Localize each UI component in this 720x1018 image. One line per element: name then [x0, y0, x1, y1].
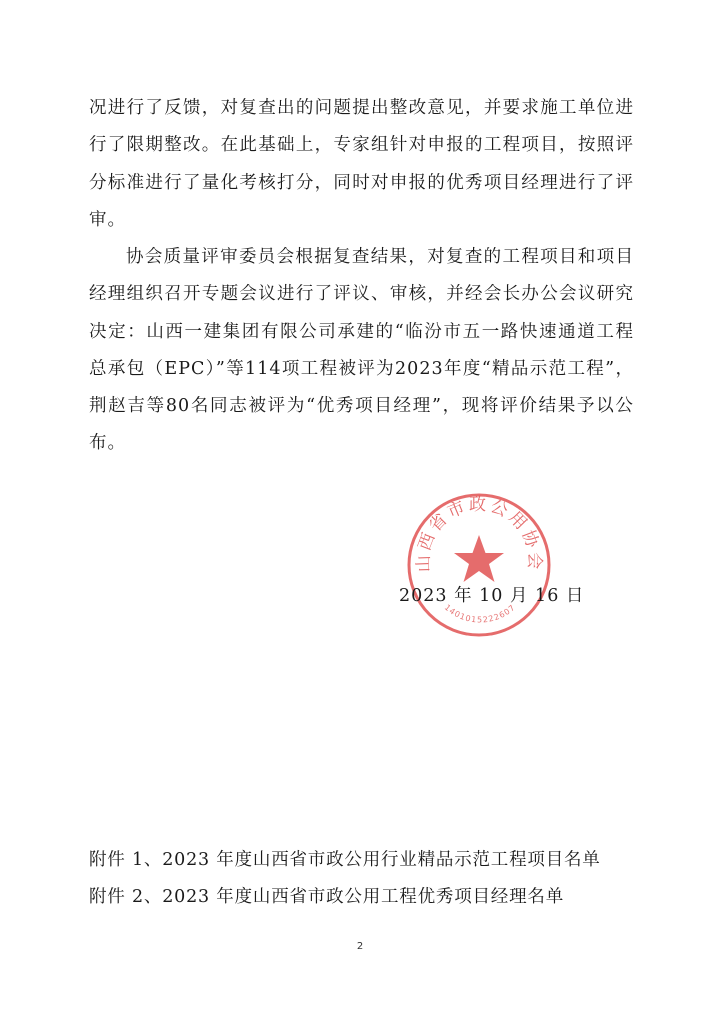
attachment-2: 附件 2、2023 年度山西省市政公用工程优秀项目经理名单	[89, 887, 564, 907]
attachment-1: 附件 1、2023 年度山西省市政公用行业精品示范工程项目名单	[89, 850, 601, 870]
seal-code: 1401015222607	[442, 602, 518, 625]
official-seal-stamp	[404, 490, 554, 640]
seal-text: 山西省市政公用协会	[413, 495, 545, 573]
seal-star-icon	[454, 535, 504, 582]
body-paragraph-2: 协会质量评审委员会根据复查结果，对复查的工程项目和项目经理组织召开专题会议进行了评议、审核，并经会长办公会议研究决定：山西一建集团有限公司承建的“临汾市五一路快速通道工程总承包（EPC）”等114项工程被评为2023年度“精品示范工程”，荆赵吉等80名同志被评为“优秀项目经理”，现将评价结果予以公布。	[89, 247, 634, 454]
issue-date: 2023 年 10 月 16 日	[399, 586, 585, 606]
page-number: 2	[356, 941, 364, 952]
body-paragraph-1: 况进行了反馈，对复查出的问题提出整改意见，并要求施工单位进行了限期整改。在此基础上，专家组针对申报的工程项目，按照评分标准进行了量化考核打分，同时对申报的优秀项目经理进行了评审。	[89, 98, 634, 230]
